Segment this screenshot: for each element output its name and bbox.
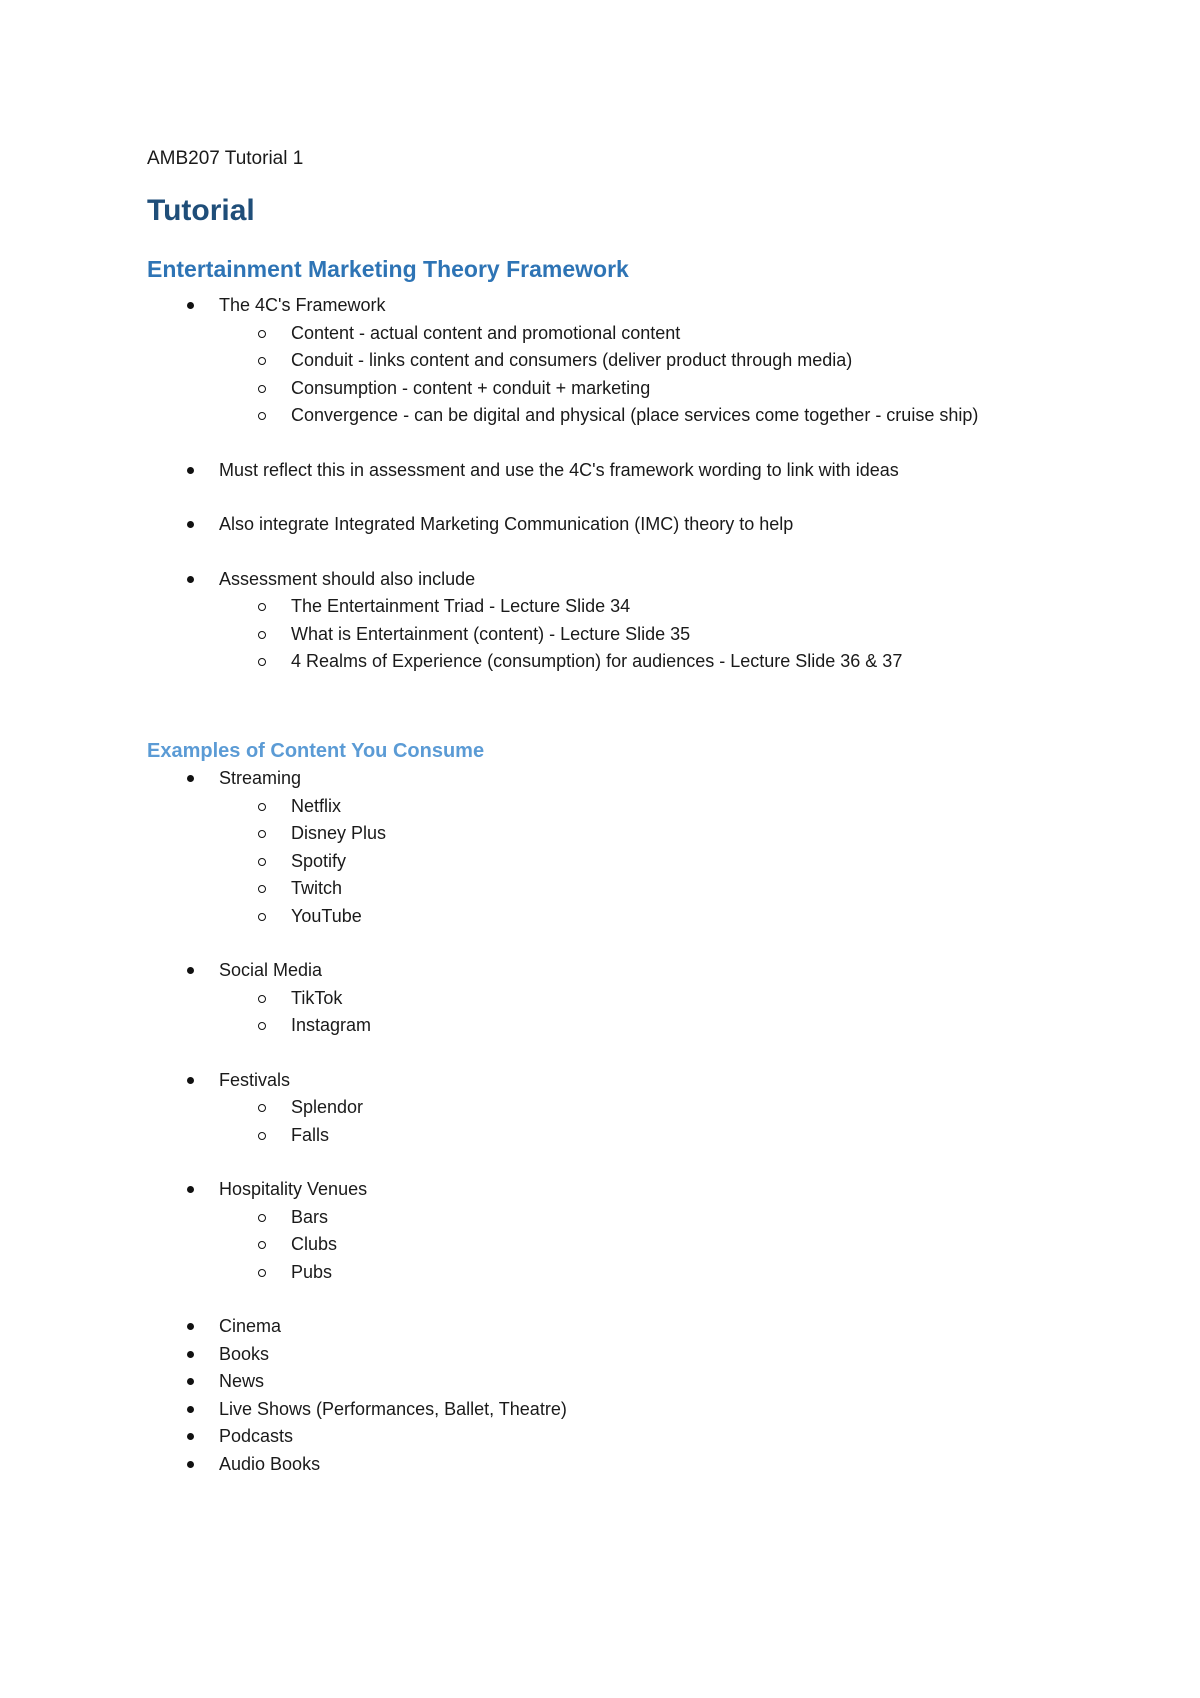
sub-list-item <box>218 875 1097 903</box>
bullet-icon <box>187 1351 194 1358</box>
list-item-text: Also integrate Integrated Marketing Communication (IMC) theory to help <box>219 514 794 534</box>
list-item <box>147 566 1097 676</box>
sub-list-item <box>218 648 1097 676</box>
circle-bullet-icon <box>258 1132 266 1140</box>
bullet-icon <box>187 302 194 309</box>
circle-bullet-icon <box>258 858 266 866</box>
bullet-icon <box>187 1406 194 1413</box>
examples-list <box>147 765 1097 1478</box>
list-item <box>147 511 1097 539</box>
bullet-icon <box>187 775 194 782</box>
sub-list-item <box>218 593 1097 621</box>
sub-list <box>219 985 1097 1040</box>
list-item-text: Audio Books <box>219 1453 321 1474</box>
sub-list-item <box>218 1231 1097 1259</box>
sub-list-item <box>218 375 1097 403</box>
sub-list <box>219 593 1097 676</box>
circle-bullet-icon <box>258 1241 266 1249</box>
bullet-icon <box>187 521 194 528</box>
sub-list-item <box>218 820 1097 848</box>
sub-list-item-text: Convergence - can be digital and physical (place services come together - cruise ship) <box>291 405 979 425</box>
bullet-icon <box>187 1378 194 1385</box>
sub-list-item <box>218 1122 1097 1150</box>
circle-bullet-icon <box>258 357 266 365</box>
list-item <box>147 765 1097 930</box>
section-heading-framework: Entertainment Marketing Theory Framework <box>147 256 629 282</box>
list-item-text: Cinema <box>219 1316 282 1336</box>
list-item-text: Hospitality Venues <box>219 1179 368 1199</box>
list-item-text: Streaming <box>219 768 302 788</box>
document-header: AMB207 Tutorial 1 <box>147 148 304 169</box>
list-item <box>147 292 1097 430</box>
sub-list-item-text: 4 Realms of Experience (consumption) for audiences - Lecture Slide 36 & 37 <box>291 651 903 671</box>
list-item-text: Live Shows (Performances, Ballet, Theatre) <box>219 1398 567 1419</box>
section-heading-examples: Examples of Content You Consume <box>147 740 485 762</box>
bullet-icon <box>187 1077 194 1084</box>
list-item <box>147 957 1097 1040</box>
sub-list-item <box>218 621 1097 649</box>
list-item-text: The 4C's Framework <box>219 295 386 315</box>
bullet-icon <box>187 1186 194 1193</box>
bullet-icon <box>187 1433 194 1440</box>
circle-bullet-icon <box>258 603 266 611</box>
circle-bullet-icon <box>258 995 266 1003</box>
list-item-text: Social Media <box>219 960 323 980</box>
list-item-text: Podcasts <box>219 1426 294 1446</box>
sub-list-item <box>218 320 1097 348</box>
sub-list-item-text: YouTube <box>291 905 362 926</box>
bullet-icon <box>187 1461 194 1468</box>
circle-bullet-icon <box>258 330 266 338</box>
sub-list-item-text: Twitch <box>291 878 343 898</box>
list-item-text: Assessment should also include <box>219 568 476 589</box>
list-item <box>147 1451 1097 1479</box>
sub-list-item <box>218 402 1097 430</box>
sub-list <box>219 1204 1097 1287</box>
list-item <box>147 1368 1097 1396</box>
page-title: Tutorial <box>147 194 255 227</box>
sub-list-item <box>218 1204 1097 1232</box>
sub-list <box>219 320 1097 430</box>
sub-list-item-text: Disney Plus <box>291 823 387 843</box>
circle-bullet-icon <box>258 412 266 420</box>
sub-list-item <box>218 985 1097 1013</box>
list-item <box>147 1396 1097 1424</box>
circle-bullet-icon <box>258 913 266 921</box>
sub-list-item-text: Spotify <box>291 850 347 871</box>
circle-bullet-icon <box>258 1104 266 1112</box>
sub-list-item <box>218 903 1097 931</box>
bullet-icon <box>187 467 194 474</box>
circle-bullet-icon <box>258 803 266 811</box>
circle-bullet-icon <box>258 885 266 893</box>
list-item-text: Books <box>219 1343 270 1364</box>
circle-bullet-icon <box>258 830 266 838</box>
list-item <box>147 1176 1097 1286</box>
sub-list-item <box>218 1012 1097 1040</box>
sub-list-item <box>218 848 1097 876</box>
list-item-text: News <box>219 1371 265 1391</box>
sub-list-item <box>218 793 1097 821</box>
sub-list-item-text: Instagram <box>291 1015 372 1035</box>
sub-list-item <box>218 1094 1097 1122</box>
sub-list-item-text: Pubs <box>291 1261 333 1282</box>
sub-list-item-text: Splendor <box>291 1097 364 1117</box>
sub-list-item <box>218 1259 1097 1287</box>
list-item-text: Festivals <box>219 1069 291 1090</box>
bullet-icon <box>187 967 194 974</box>
sub-list <box>219 793 1097 931</box>
sub-list-item-text: Consumption - content + conduit + marketing <box>291 377 651 398</box>
circle-bullet-icon <box>258 631 266 639</box>
list-item <box>147 1067 1097 1150</box>
sub-list-item-text: Netflix <box>291 795 342 816</box>
sub-list <box>219 1094 1097 1149</box>
sub-list-item-text: Content - actual content and promotional content <box>291 322 681 343</box>
circle-bullet-icon <box>258 1022 266 1030</box>
bullet-icon <box>187 576 194 583</box>
sub-list-item-text: The Entertainment Triad - Lecture Slide 34 <box>291 596 631 616</box>
list-item <box>147 1313 1097 1341</box>
list-item <box>147 457 1097 485</box>
list-item <box>147 1341 1097 1369</box>
sub-list-item-text: Bars <box>291 1206 329 1227</box>
list-item-text: Must reflect this in assessment and use the 4C's framework wording to link with ideas <box>219 459 899 480</box>
framework-list <box>147 292 1097 676</box>
sub-list-item <box>218 347 1097 375</box>
sub-list-item-text: Falls <box>291 1124 330 1145</box>
circle-bullet-icon <box>258 658 266 666</box>
sub-list-item-text: Conduit - links content and consumers (deliver product through media) <box>291 350 853 370</box>
sub-list-item-text: What is Entertainment (content) - Lecture Slide 35 <box>291 623 691 644</box>
sub-list-item-text: Clubs <box>291 1234 338 1254</box>
circle-bullet-icon <box>258 385 266 393</box>
circle-bullet-icon <box>258 1269 266 1277</box>
sub-list-item-text: TikTok <box>291 987 343 1008</box>
list-item <box>147 1423 1097 1451</box>
bullet-icon <box>187 1323 194 1330</box>
circle-bullet-icon <box>258 1214 266 1222</box>
